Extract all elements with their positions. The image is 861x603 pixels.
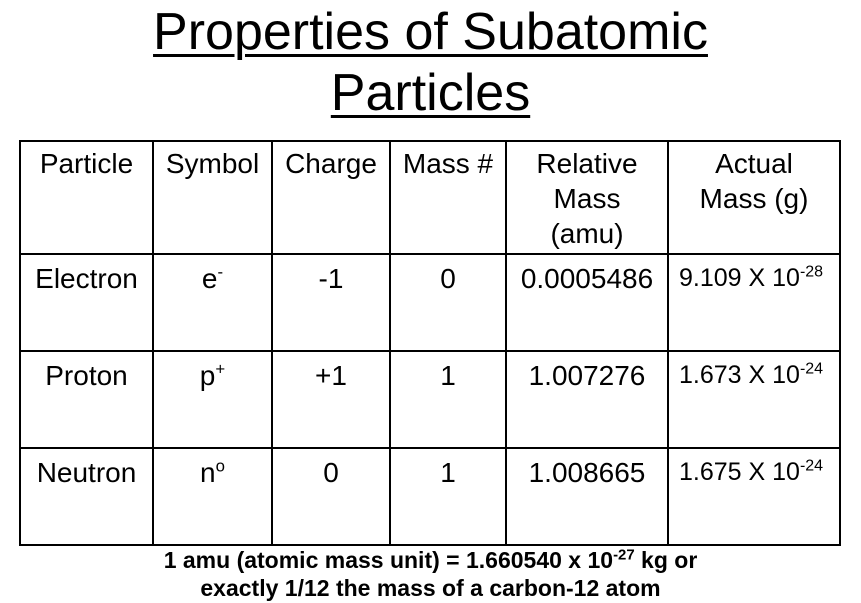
table-row [20, 351, 840, 448]
cell-actual-mass: 9.109 X $10^{-28}$ [668, 254, 840, 351]
cell-particle: Electron [20, 254, 153, 351]
cell-charge: 0 [272, 448, 390, 545]
header-relative-mass: Relative Mass (amu) [506, 141, 668, 254]
cell-charge: -1 [272, 254, 390, 351]
header-particle: Particle [20, 141, 153, 254]
header-charge: Charge [272, 141, 390, 254]
cell-particle: Neutron [20, 448, 153, 545]
cell-actual-mass: 1.675 X $10^{-24}$ [668, 448, 840, 545]
title-line-1: Properties of Subatomic [153, 3, 708, 61]
cell-mass-number: 1 [390, 448, 506, 545]
table-row [20, 448, 840, 545]
cell-mass-number: 1 [390, 351, 506, 448]
header-actual-mass: Actual Mass (g) [668, 141, 840, 254]
amu-footnote: 1 amu (atomic mass unit) = 1.660540 x $10^{-27}$ kg or exactly 1/12 the mass of a carbon-12 atom [163, 546, 698, 601]
cell-particle: Proton [20, 351, 153, 448]
cell-relative-mass: 1.008665 [506, 448, 668, 545]
particle-properties-table [19, 140, 841, 546]
cell-symbol: p+ [153, 351, 272, 448]
table-header-row [20, 141, 840, 254]
title-line-2: Particles [330, 64, 531, 122]
cell-relative-mass: 0.0005486 [506, 254, 668, 351]
cell-symbol: e- [153, 254, 272, 351]
cell-mass-number: 0 [390, 254, 506, 351]
page-title [0, 2, 861, 124]
table-row [20, 254, 840, 351]
header-symbol: Symbol [153, 141, 272, 254]
cell-charge: +1 [272, 351, 390, 448]
cell-symbol: $n^o$ [153, 448, 272, 545]
header-mass-number: Mass # [390, 141, 506, 254]
cell-relative-mass: 1.007276 [506, 351, 668, 448]
cell-actual-mass: 1.673 X $10^{-24}$ [668, 351, 840, 448]
